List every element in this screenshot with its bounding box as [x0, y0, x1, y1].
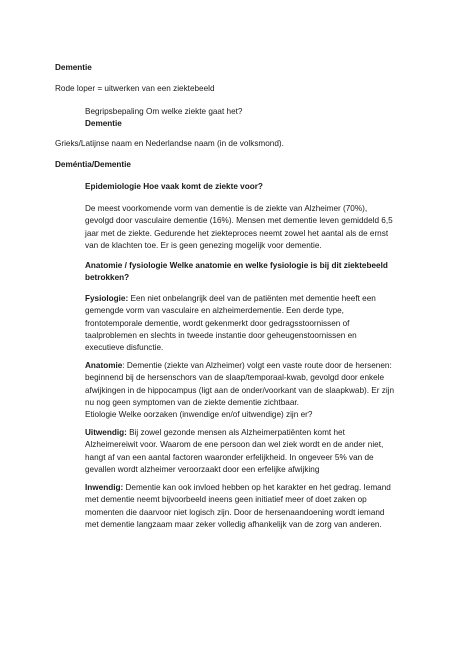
paragraph-line: jaar met de ziekte. Gedurende het ziekteproces neemt zowel het aantal als de ernst — [85, 228, 389, 238]
fysiologie-paragraph — [85, 293, 415, 354]
naming-line: Grieks/Latijnse naam en Nederlandse naam (in de volksmond). — [55, 139, 284, 148]
paragraph-line: beginnend bij de hersenschors van de slaap/temporaal-kwab, gevolgd door enkele — [85, 373, 385, 383]
anatomy-physiology-heading — [85, 260, 415, 285]
definition-line: Begripsbepaling Om welke ziekte gaat het? — [85, 107, 243, 116]
heading-line: betrokken? — [85, 273, 130, 283]
paragraph-line: met dementie langzaam maar zeker volledig afhankelijk van de zorg van anderen. — [85, 519, 382, 529]
paragraph-line: frontotemporale dementie, wordt gekenmerkt door gedragsstoornissen of — [85, 318, 350, 328]
uitwendig-first-line: Bij zowel gezonde mensen als Alzheimerpatiënten komt het — [126, 428, 345, 437]
paragraph-line: Etiologie Welke oorzaken (inwendige en/of uitwendige) zijn er? — [85, 410, 313, 420]
paragraph-line: executieve disfunctie. — [85, 343, 164, 353]
inwendig-first-line: Dementie kan ook invloed hebben op het karakter en het gedrag. Iemand — [123, 483, 391, 492]
anatomie-paragraph — [85, 360, 415, 421]
intro-line: Rode loper = uitwerken van een ziektebeeld — [55, 84, 215, 93]
document-title: Dementie — [55, 63, 92, 72]
anatomie-label: Anatomie — [85, 361, 123, 370]
paragraph-line: nu nog geen symptomen van de ziekte dementie zichtbaar. — [85, 397, 299, 407]
naming-answer: Deméntia/Dementie — [55, 160, 131, 169]
anatomie-first-line: : Dementie (ziekte van Alzheimer) volgt een vaste route door de hersenen: — [122, 361, 392, 370]
paragraph-line: met dementie neemt bijvoorbeeld ineens geen initiatief meer of doet zaken op — [85, 495, 367, 505]
paragraph-line: hangt af van een aantal factoren waaronder erfelijkheid. In ongeveer 5% van de — [85, 452, 374, 462]
paragraph-line: Alzheimereiwit voor. Waarom de ene persoon dan wel ziek wordt en de ander niet, — [85, 440, 384, 450]
fysiologie-label: Fysiologie: — [85, 294, 129, 303]
uitwendig-label: Uitwendig: — [85, 428, 127, 437]
fysiologie-first-line: Een niet onbelangrijk deel van de patiënten met dementie heeft een — [128, 294, 376, 303]
paragraph-line: van de klachten toe. Er is geen genezing mogelijk voor dementie. — [85, 240, 322, 250]
epidemiology-heading: Epidemiologie Hoe vaak komt de ziekte voor? — [85, 182, 263, 191]
paragraph-line: taalproblemen en slechts in tweede instantie door geheugenstoornissen en — [85, 330, 357, 340]
paragraph-line: gevallen wordt alzheimer veroorzaakt door een erfelijke afwijking — [85, 464, 320, 474]
paragraph-line: De meest voorkomende vorm van dementie is de ziekte van Alzheimer (70%), — [85, 204, 368, 213]
inwendig-paragraph — [85, 482, 415, 531]
uitwendig-paragraph — [85, 427, 415, 476]
paragraph-line: momenten die daarvoor niet logisch zijn. Door de hersenaandoening wordt iemand — [85, 507, 385, 517]
inwendig-label: Inwendig: — [85, 483, 124, 492]
paragraph-line: gevolgd door vasculaire dementie (16%). Mensen met dementie leven gemiddeld 6,5 — [85, 216, 393, 226]
epidemiology-paragraph — [85, 203, 415, 252]
paragraph-line: afwijkingen in de hippocampus (ligt aan de onder/voorkant van de slaapkwab). Er zijn — [85, 385, 395, 395]
definition-answer: Dementie — [85, 119, 122, 128]
heading-line: Anatomie / fysiologie Welke anatomie en welke fysiologie is bij dit ziektebeeld — [85, 261, 388, 270]
paragraph-line: gemengde vorm van vasculaire en alzheimerdementie. Een derde type, — [85, 306, 344, 316]
